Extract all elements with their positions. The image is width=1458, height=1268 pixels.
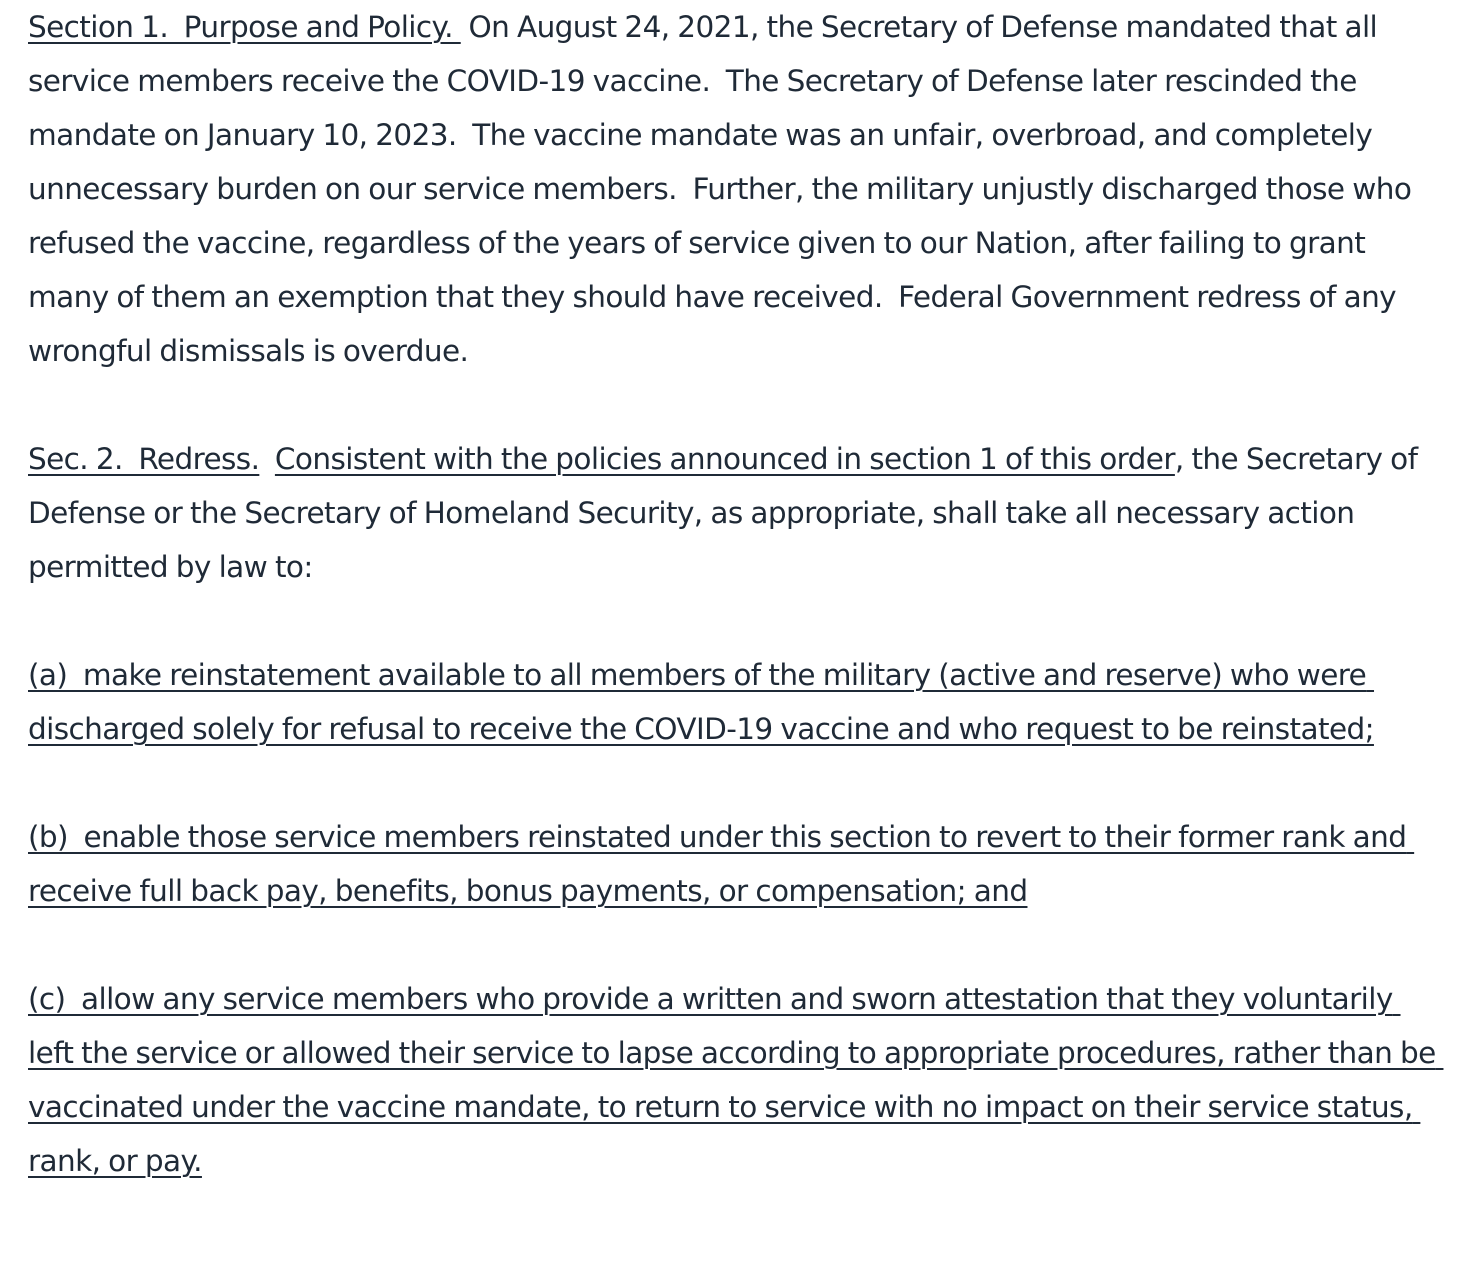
item-c-text: (c) allow any service members who provide a written and sworn attestation that they voluntarily left the service or allowed their service to lapse according to appropriate procedures, rather than be vaccinated under the vaccine mandate, to return to service with no impact on their service status, rank, or pay. [28, 982, 1444, 1178]
item-b-text: (b) enable those service members reinstated under this section to revert to their former rank and receive full back pay, benefits, bonus payments, or compensation; and [28, 820, 1415, 908]
paragraph-spacer [28, 918, 1440, 972]
item-a-paragraph [28, 648, 1440, 756]
section-2-paragraph [28, 432, 1440, 594]
paragraph-spacer [28, 756, 1440, 810]
section-2-underlined-clause: Consistent with the policies announced in section 1 of this order [274, 442, 1175, 476]
section-2-text: , the Secretary of Defense or the Secretary of Homeland Security, as appropriate, shall take all necessary action permitted by law to: [28, 442, 1418, 584]
section-1-text: On August 24, 2021, the Secretary of Defense mandated that all service members receive the COVID-19 vaccine. The Secretary of Defense later rescinded the mandate on January 10, 2023. The vaccine mandate was an unfair, overbroad, and completely unnecessary burden on our service members. Further, the military unjustly discharged those who refused the vaccine, regardless of the years of service given to our Nation, after failing to grant many of them an exemption that they should have received. Federal Government redress of any wrongful dismissals is overdue. [28, 10, 1420, 368]
section-1-paragraph [28, 0, 1440, 378]
item-b-paragraph [28, 810, 1440, 918]
paragraph-spacer [28, 378, 1440, 432]
section-2-heading: Sec. 2. Redress. [28, 442, 260, 476]
paragraph-spacer [28, 594, 1440, 648]
section-1-heading: Section 1. Purpose and Policy. [28, 10, 461, 44]
item-c-paragraph [28, 972, 1444, 1188]
document-body [28, 0, 1444, 1188]
item-a-text: (a) make reinstatement available to all members of the military (active and reserve) who were discharged solely for refusal to receive the COVID-19 vaccine and who request to be reinstated; [28, 658, 1375, 746]
section-2-spacer [259, 442, 275, 476]
